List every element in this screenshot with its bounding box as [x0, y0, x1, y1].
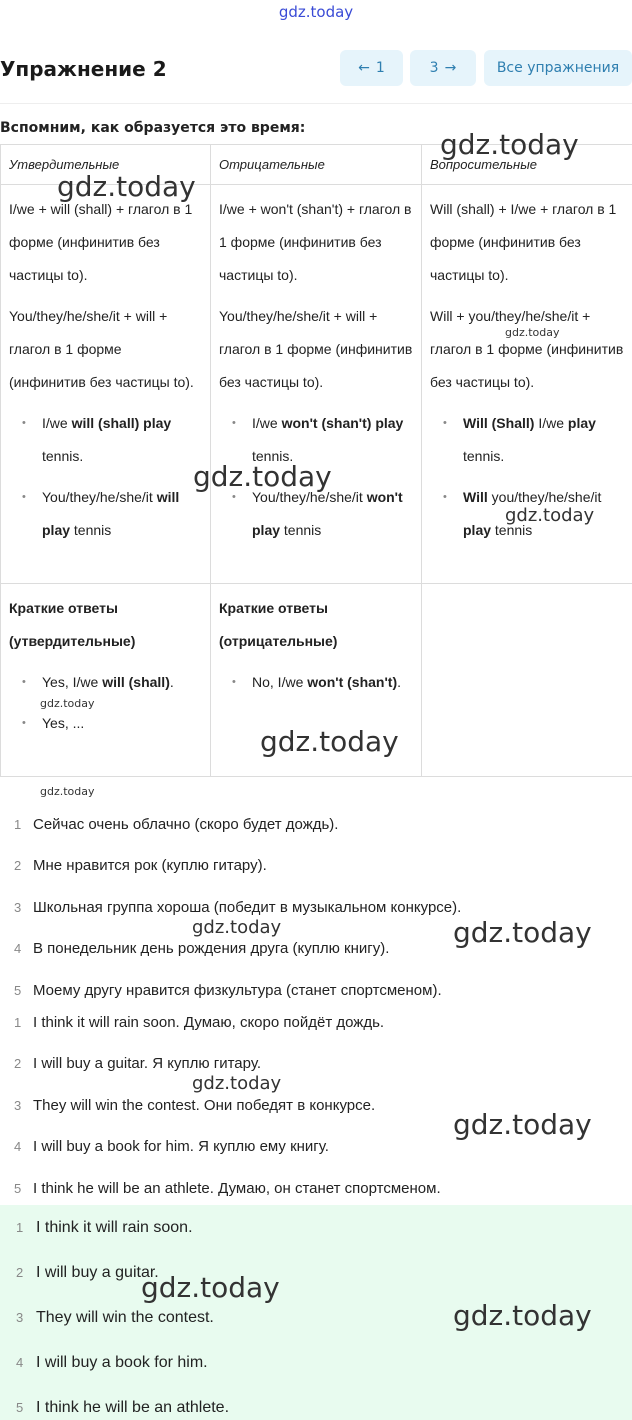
list-item: 4 I will buy a book for him. Я куплю ему книгу. — [14, 1138, 329, 1155]
short-negative-examples — [219, 666, 413, 699]
list-item: 3 They will win the contest. Они победят в конкурсе. — [14, 1097, 376, 1114]
list-item: 1 Сейчас очень облачно (скоро будет дождь). — [14, 816, 339, 833]
watermark: gdz.today — [193, 460, 332, 493]
short-negative-heading: Краткие ответы (отрицательные) — [219, 600, 338, 649]
header-question: Вопросительные — [422, 145, 632, 185]
site-logo[interactable]: gdz.today — [278, 3, 354, 21]
exercise-header — [0, 50, 632, 90]
empty-cell — [422, 584, 632, 777]
next-exercise-label: 3 — [429, 60, 439, 76]
watermark: gdz.today — [141, 1271, 280, 1304]
list-item: • Yes, ... — [17, 707, 202, 740]
short-affirmative-heading: Краткие ответы (утвердительные) — [9, 600, 136, 649]
list-item: 5 Моему другу нравится физкультура (станет спортсменом). — [14, 982, 442, 999]
watermark: gdz.today — [440, 128, 579, 161]
watermark: gdz.today — [505, 505, 595, 526]
grammar-table-container — [0, 144, 632, 806]
watermark: gdz.today — [57, 170, 196, 203]
list-item: • Yes, I/we will (shall). — [17, 666, 202, 699]
question-examples — [430, 407, 624, 547]
affirmative-rule-1: I/we + will (shall) + глагол в 1 форме (инфинитив без частицы to). — [9, 201, 193, 283]
watermark: gdz.today — [192, 917, 282, 938]
list-item: 1 I think it will rain soon. — [16, 1218, 193, 1236]
list-item: 3 They will win the contest. — [16, 1308, 214, 1326]
list-item: 2 I will buy a guitar. Я куплю гитару. — [14, 1055, 261, 1072]
arrow-right-icon: → — [444, 60, 457, 76]
header-affirmative: Утвердительные — [1, 145, 211, 185]
list-item: 4 I will buy a book for him. — [16, 1353, 208, 1371]
list-item: • You/they/he/she/it won't play tennis — [227, 481, 413, 547]
list-item: 4 В понедельник день рождения друга (куплю книгу). — [14, 940, 390, 957]
list-item: 1 I think it will rain soon. Думаю, скоро пойдёт дождь. — [14, 1014, 385, 1031]
prev-exercise-button[interactable] — [340, 50, 403, 86]
list-item: 2 Мне нравится рок (куплю гитару). — [14, 857, 267, 874]
watermark: gdz.today — [260, 725, 399, 758]
short-affirmative-cell — [1, 584, 211, 777]
list-item: 2 I will buy a guitar. — [16, 1263, 159, 1281]
list-item: 5 I think he will be an athlete. — [16, 1398, 230, 1416]
all-exercises-button[interactable]: Все упражнения — [484, 50, 632, 86]
page-title: Упражнение 2 — [0, 57, 167, 81]
prev-exercise-label: 1 — [375, 60, 385, 76]
watermark: gdz.today — [505, 326, 560, 339]
intro-text: Вспомним, как образуется это время: — [0, 120, 306, 136]
watermark: gdz.today — [453, 1108, 592, 1141]
question-rule-2: Will + you/they/he/she/it + глагол в 1 форме (инфинитив без частицы to). — [430, 308, 624, 390]
watermark: gdz.today — [453, 1299, 592, 1332]
divider — [0, 103, 632, 104]
list-item: • Will (Shall) I/we play tennis. — [438, 407, 624, 473]
negative-rule-1: I/we + won't (shan't) + глагол в 1 форме (инфинитив без частицы to). — [219, 201, 412, 283]
affirmative-rule-2: You/they/he/she/it + will + глагол в 1 форме (инфинитив без частицы to). — [9, 308, 194, 390]
list-item: • I/we won't (shan't) play tennis. — [227, 407, 413, 473]
answer-block — [0, 1205, 632, 1420]
watermark: gdz.today — [192, 1073, 282, 1094]
list-item: 5 I think he will be an athlete. Думаю, он станет спортсменом. — [14, 1180, 441, 1197]
negative-cell — [211, 185, 422, 584]
question-cell — [422, 185, 632, 584]
list-item: • No, I/we won't (shan't). — [227, 666, 413, 699]
list-item: • Will you/they/he/she/it play tennis — [438, 481, 624, 547]
next-exercise-button[interactable] — [410, 50, 476, 86]
watermark: gdz.today — [453, 916, 592, 949]
list-item: • You/they/he/she/it will play tennis — [17, 481, 202, 547]
watermark: gdz.today — [40, 697, 95, 710]
list-item: • I/we will (shall) play tennis. — [17, 407, 202, 473]
affirmative-cell — [1, 185, 211, 584]
affirmative-examples — [9, 407, 202, 547]
short-affirmative-examples — [9, 666, 202, 740]
negative-examples — [219, 407, 413, 547]
grammar-table — [0, 144, 632, 777]
watermark: gdz.today — [40, 785, 95, 798]
question-rule-1: Will (shall) + I/we + глагол в 1 форме (инфинитив без частицы to). — [430, 201, 617, 283]
negative-rule-2: You/they/he/she/it + will + глагол в 1 форме (инфинитив без частицы to). — [219, 308, 413, 390]
short-negative-cell — [211, 584, 422, 777]
list-item: 3 Школьная группа хороша (победит в музыкальном конкурсе). — [14, 899, 462, 916]
arrow-left-icon: ← — [358, 60, 370, 76]
header-negative: Отрицательные — [211, 145, 422, 185]
